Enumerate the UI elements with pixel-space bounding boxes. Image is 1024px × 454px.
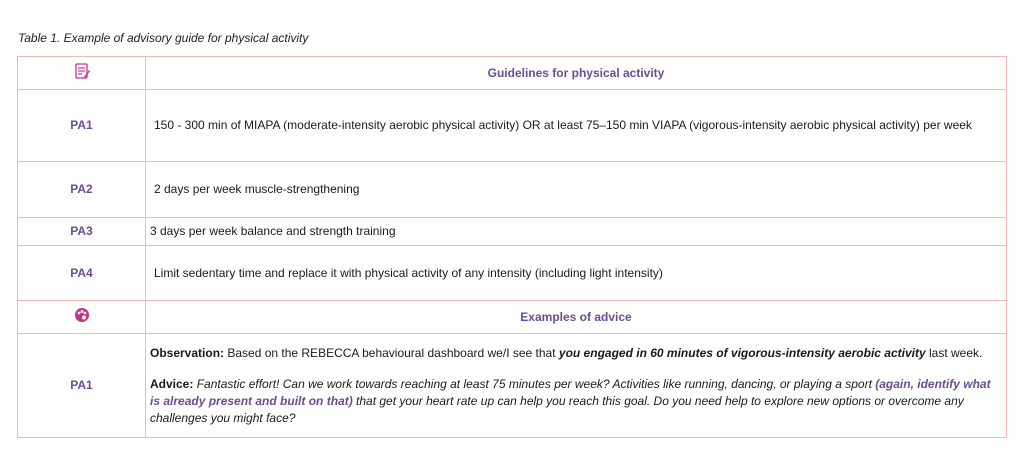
- guidelines-header-row: [18, 57, 1007, 90]
- observation-text: Based on the REBECCA behavioural dashboard we/I see that: [224, 345, 559, 360]
- row-code: PA1: [18, 90, 146, 162]
- row-text: 3 days per week balance and strength training: [146, 218, 1007, 246]
- table-row: [18, 334, 1007, 438]
- advice-text-1: Fantastic effort! Can we work towards reaching at least 75 minutes per week? Activities like running, dancing, or playing a sport: [193, 376, 876, 391]
- advisory-table: [17, 56, 1007, 438]
- table-row: [18, 90, 1007, 162]
- advice-label: Advice:: [150, 376, 194, 391]
- guidelines-icon-cell: [18, 57, 146, 90]
- table-row: [18, 246, 1007, 301]
- advice-title: Examples of advice: [146, 301, 1007, 334]
- row-text: 2 days per week muscle-strengthening: [146, 162, 1007, 218]
- table-row: [18, 218, 1007, 246]
- table-row: [18, 162, 1007, 218]
- row-code: PA2: [18, 162, 146, 218]
- row-code: PA4: [18, 246, 146, 301]
- paragraph-gap: [150, 362, 1002, 376]
- observation-paragraph: [150, 345, 1002, 362]
- advice-text-cell: [146, 334, 1007, 438]
- advice-text-2: that get your heart rate up can help you reach this goal. Do you need help to explore new options or overcome any challenges you might face?: [150, 393, 964, 425]
- advice-paragraph: [150, 376, 1002, 427]
- row-code: PA1: [18, 334, 146, 438]
- row-text: Limit sedentary time and replace it with physical activity of any intensity (including light intensity): [146, 246, 1007, 301]
- table-caption: Table 1. Example of advisory guide for physical activity: [18, 31, 309, 45]
- row-code: PA3: [18, 218, 146, 246]
- observation-tail: last week.: [925, 345, 983, 360]
- notepad-pencil-icon: [73, 62, 91, 80]
- advice-highlight: (again, identify what is already present and built on that): [150, 376, 991, 408]
- advice-header-row: [18, 301, 1007, 334]
- observation-label: Observation:: [150, 345, 225, 360]
- palette-icon: [74, 307, 90, 323]
- observation-emphasis: you engaged in 60 minutes of vigorous-intensity aerobic activity: [558, 345, 926, 360]
- row-text: 150 - 300 min of MIAPA (moderate-intensity aerobic physical activity) OR at least 75–150 min VIAPA (vigorous-intensity aerobic physical activity) per week: [146, 90, 1007, 162]
- guidelines-title: Guidelines for physical activity: [146, 57, 1007, 90]
- advice-icon-cell: [18, 301, 146, 334]
